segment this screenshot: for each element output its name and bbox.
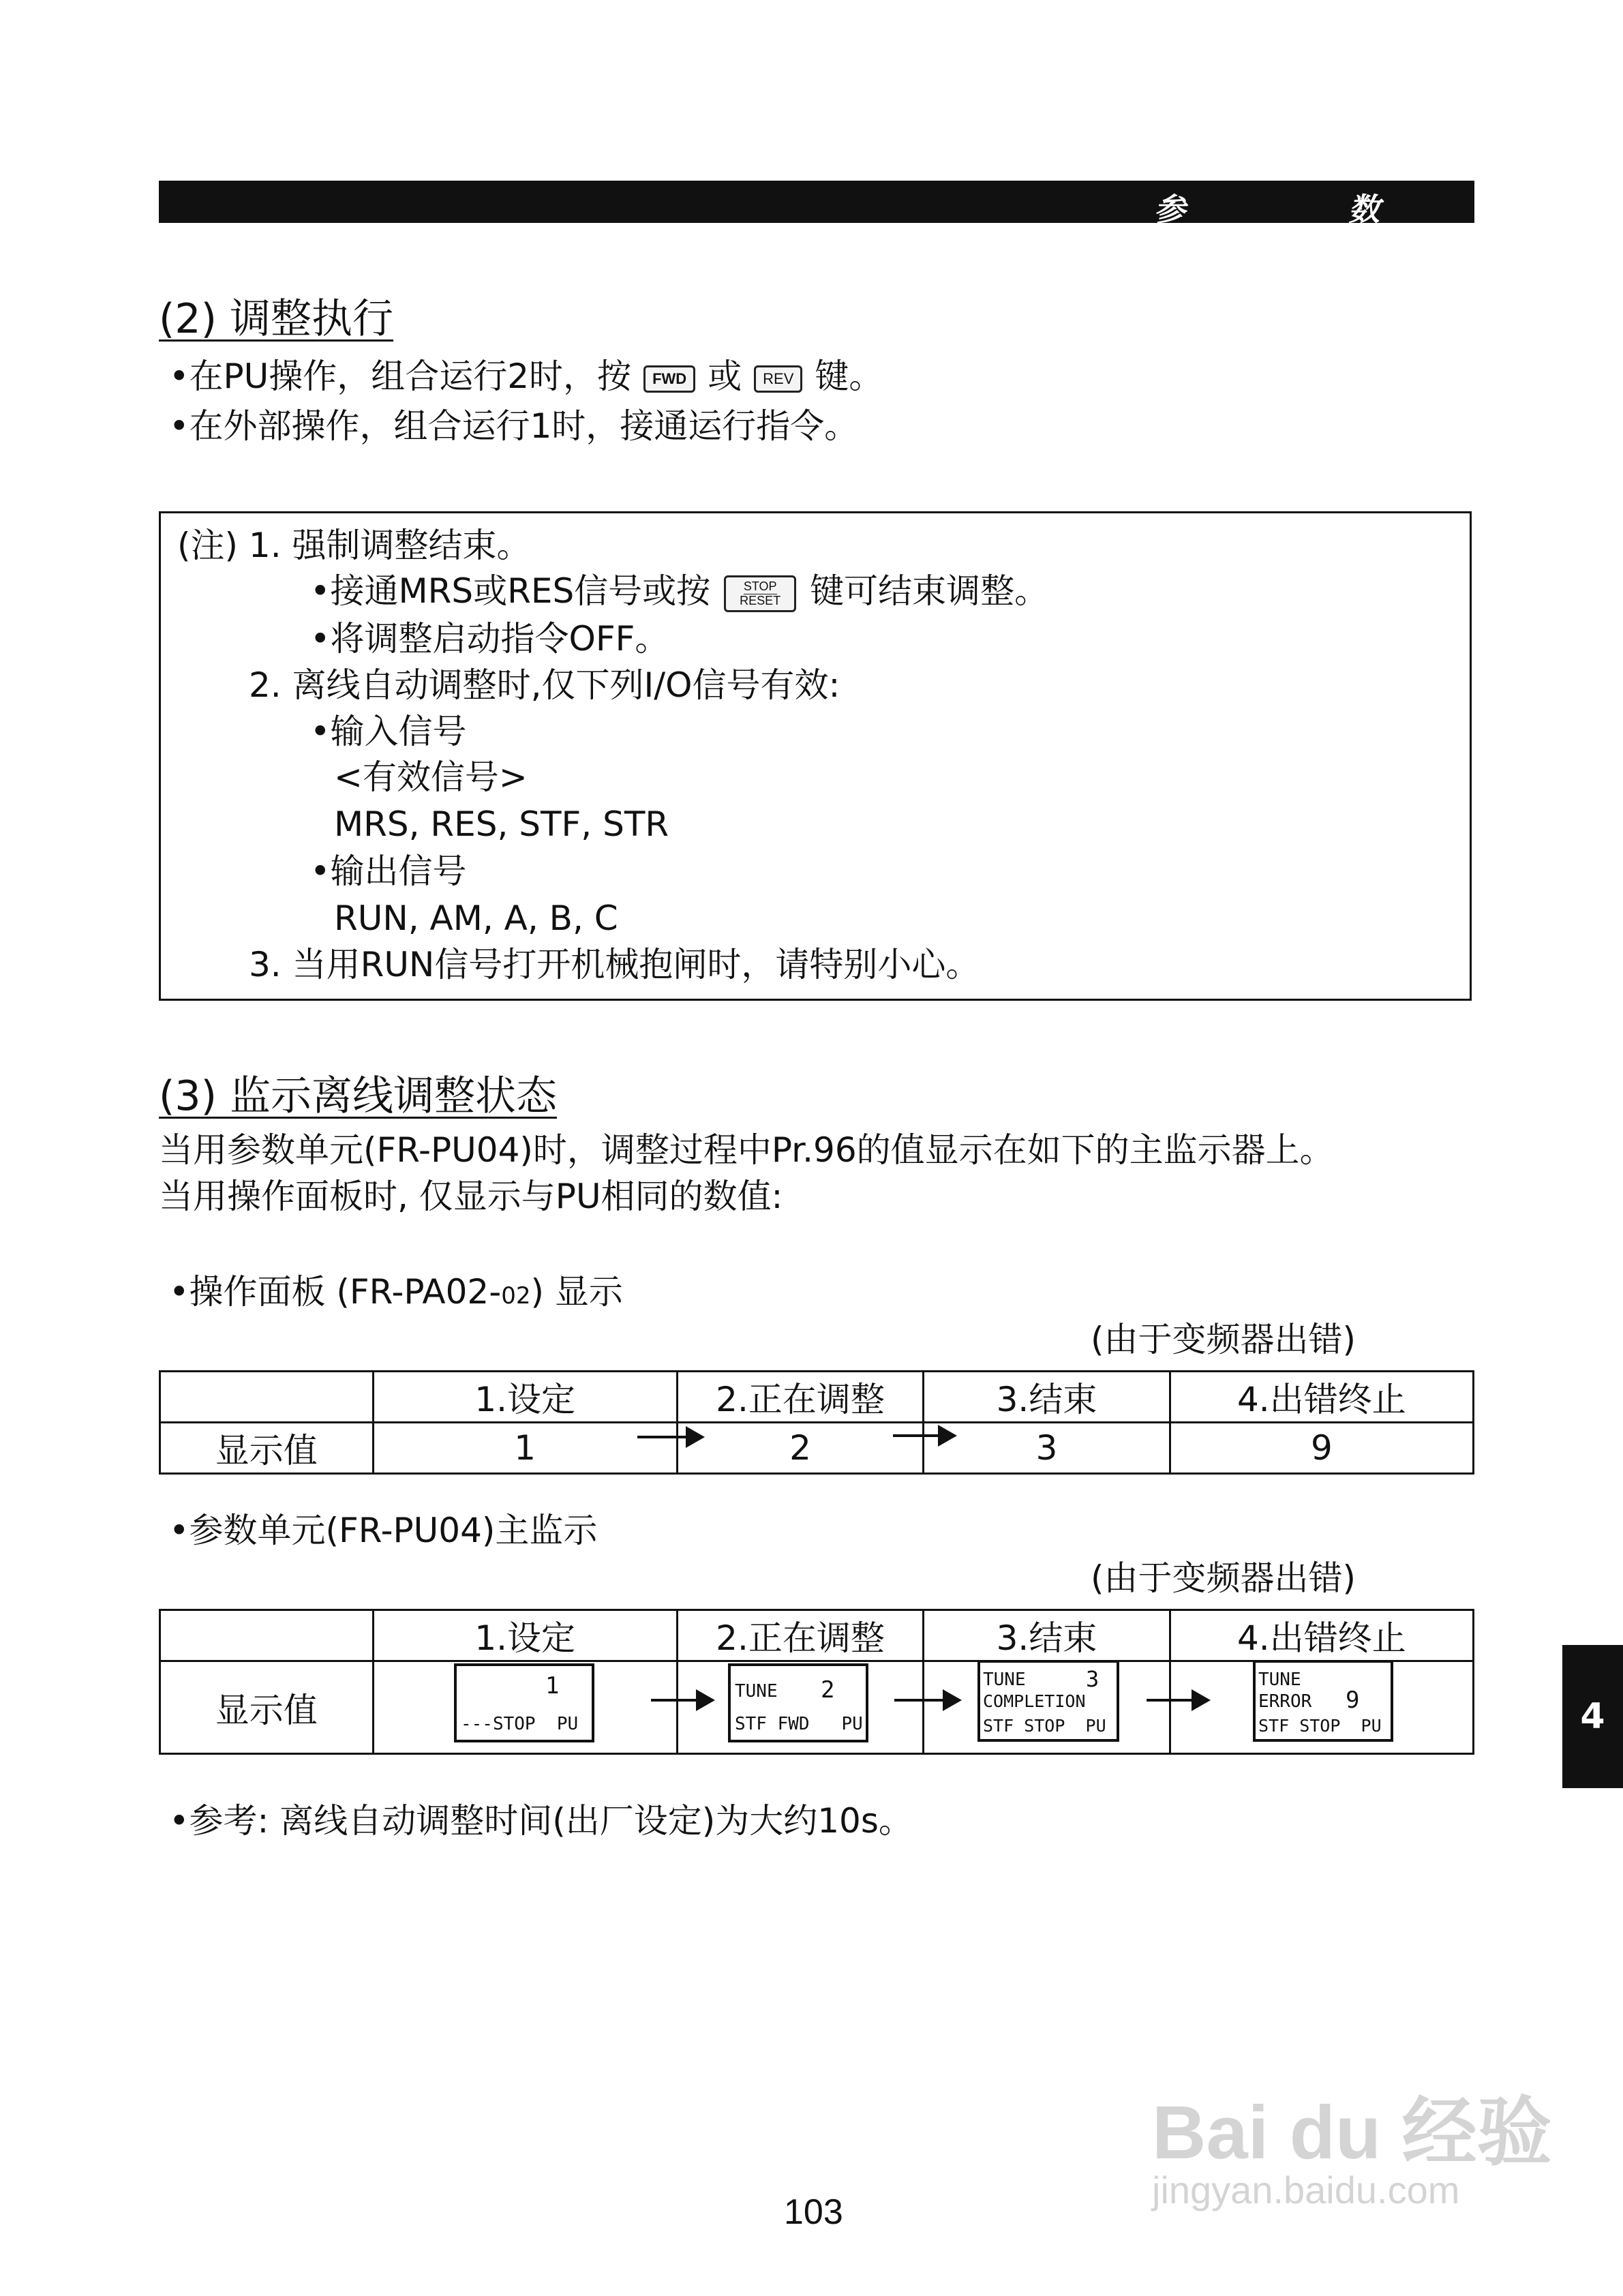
- note-2a-values: MRS, RES, STF, STR: [334, 804, 669, 844]
- header-label-right: 数: [1348, 191, 1380, 228]
- lcd-status-line: STF FWD PU: [735, 1714, 863, 1734]
- panel-header-cell: 4.出错终止: [1170, 1372, 1473, 1423]
- lcd-value: 9: [1346, 1687, 1360, 1714]
- lcd-status-line: STF STOP PU: [1258, 1716, 1382, 1736]
- lcd-status-line: STF STOP PU: [983, 1716, 1106, 1736]
- panel-heading: [169, 1272, 623, 1312]
- baidu-watermark-url: jingyan.baidu.com: [1152, 2169, 1460, 2211]
- panel-value-cell: 9: [1170, 1423, 1473, 1474]
- panel-header-cell: 3.结束: [924, 1372, 1170, 1423]
- header-bar: [159, 181, 1474, 228]
- lcd-error-label: ERROR: [1258, 1691, 1312, 1712]
- lcd-status-line: ---STOP PU: [461, 1714, 579, 1734]
- lcd-completion-label: COMPLETION: [983, 1691, 1086, 1711]
- note-1a: [310, 571, 1049, 612]
- pu-header-cell: 1.设定: [373, 1610, 677, 1661]
- arrow-right-icon: [651, 1699, 712, 1702]
- panel-header-cell: 2.正在调整: [677, 1372, 923, 1423]
- line1-prefix: •在PU操作，组合运行2时，按: [169, 357, 632, 396]
- line1-suffix: 键。: [815, 357, 883, 396]
- rev-key-icon: REV: [754, 365, 802, 393]
- stop-key-label: STOP: [743, 579, 777, 593]
- section-3-title: (3) 监示离线调整状态: [159, 1072, 558, 1120]
- reset-key-label: RESET: [740, 594, 781, 607]
- lcd-tune-label: TUNE: [735, 1681, 778, 1702]
- panel-header-cell: 1.设定: [373, 1372, 677, 1423]
- arrow-right-icon: [1147, 1699, 1208, 1702]
- panel-error-note: (由于变频器出错): [1091, 1320, 1356, 1359]
- pu-header-cell: 3.结束: [924, 1610, 1170, 1661]
- panel-value-cell: 3: [924, 1423, 1170, 1474]
- lcd-value: 2: [821, 1676, 835, 1704]
- page-number: 103: [784, 2192, 843, 2232]
- note-1a-prefix: •接通MRS或RES信号或按: [310, 571, 711, 611]
- section-3-paragraph-1: 当用参数单元(FR-PU04)时，调整过程中Pr.96的值显示在如下的主监示器上。: [159, 1130, 1334, 1170]
- lcd-display-setting: [454, 1663, 594, 1742]
- panel-value-cell: 1: [373, 1423, 677, 1474]
- section-2-line-2: •在外部操作，组合运行1时，接通运行指令。: [169, 406, 859, 446]
- note-2a-sub: <有效信号>: [334, 757, 528, 797]
- panel-display-table: [159, 1370, 1474, 1475]
- panel-header-cell: [160, 1372, 374, 1423]
- pu-header-cell: 2.正在调整: [677, 1610, 923, 1661]
- note-2: 2. 离线自动调整时,仅下列I/O信号有效:: [249, 665, 840, 705]
- pu-header-cell: 4.出错终止: [1170, 1610, 1473, 1661]
- note-2a: •输入信号: [310, 712, 467, 751]
- reference-note: •参考: 离线自动调整时间(出厂设定)为大约10s。: [169, 1801, 913, 1841]
- panel-header-row: [160, 1372, 1474, 1423]
- pu-header-row: [160, 1610, 1474, 1661]
- lcd-display-completion: [977, 1660, 1119, 1742]
- lcd-display-tuning: [728, 1663, 868, 1742]
- panel-heading-b: ) 显示: [530, 1272, 623, 1312]
- panel-value-cell: 2: [677, 1423, 923, 1474]
- lcd-value: 1: [545, 1672, 560, 1700]
- baidu-watermark-logo: Bai du 经验: [1152, 2091, 1552, 2175]
- panel-value-row: [160, 1423, 1474, 1474]
- pu-row-label: 显示值: [160, 1661, 374, 1754]
- panel-heading-a: •操作面板 (FR-PA02-: [169, 1272, 502, 1312]
- section-2-line-1: [169, 357, 883, 396]
- fwd-key-icon: FWD: [643, 365, 695, 393]
- line1-mid: 或: [708, 357, 742, 396]
- arrow-right-icon: [637, 1436, 702, 1438]
- pu-heading: •参数单元(FR-PU04)主监示: [169, 1511, 598, 1550]
- note-1a-suffix: 键可结束调整。: [810, 571, 1049, 611]
- stop-reset-key-icon: [724, 575, 796, 612]
- arrow-right-icon: [893, 1434, 954, 1437]
- section-2-title: (2) 调整执行: [159, 295, 394, 343]
- note-1b: •将调整启动指令OFF。: [310, 619, 669, 659]
- lcd-tune-label: TUNE: [983, 1670, 1026, 1690]
- header-label-left: 参: [1154, 191, 1185, 228]
- lcd-value: 3: [1086, 1666, 1099, 1692]
- chapter-tab: 4: [1562, 1645, 1623, 1788]
- lcd-display-error: [1253, 1660, 1393, 1742]
- pu-error-note: (由于变频器出错): [1091, 1558, 1356, 1598]
- lcd-tune-label: TUNE: [1258, 1670, 1301, 1690]
- note-2b: •输出信号: [310, 851, 467, 891]
- note-1: (注) 1. 强制调整结束。: [177, 526, 531, 565]
- section-3-paragraph-2: 当用操作面板时, 仅显示与PU相同的数值:: [159, 1177, 783, 1216]
- note-3: 3. 当用RUN信号打开机械抱闸时，请特别小心。: [249, 945, 980, 984]
- pu-header-cell: [160, 1610, 374, 1661]
- panel-row-label: 显示值: [160, 1423, 374, 1474]
- note-2b-values: RUN, AM, A, B, C: [334, 898, 618, 938]
- panel-heading-small: 02: [501, 1282, 531, 1310]
- arrow-right-icon: [894, 1699, 959, 1702]
